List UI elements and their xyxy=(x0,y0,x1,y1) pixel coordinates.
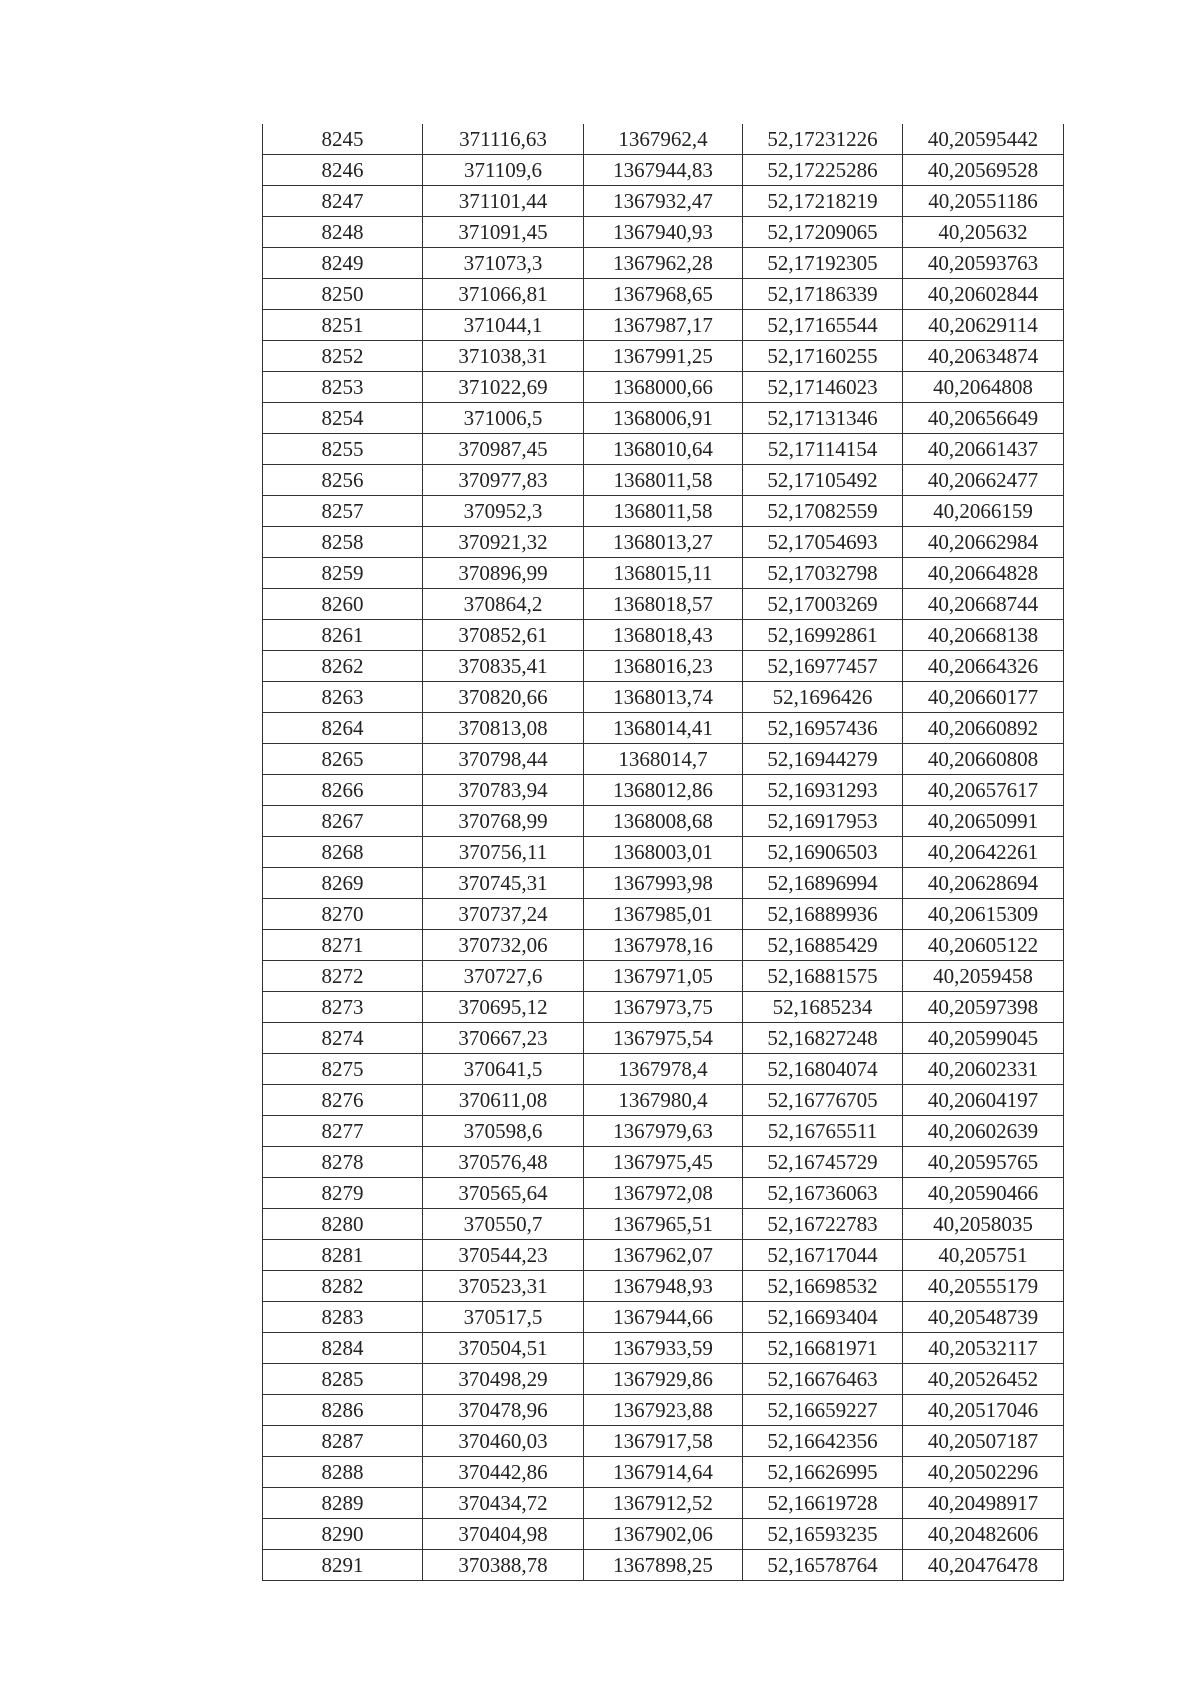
longitude-cell: 40,20517046 xyxy=(903,1395,1064,1426)
y-coordinate-cell: 1368014,7 xyxy=(584,744,743,775)
x-coordinate-cell: 370498,29 xyxy=(423,1364,584,1395)
longitude-cell: 40,20597398 xyxy=(903,992,1064,1023)
point-number-cell: 8251 xyxy=(263,310,423,341)
x-coordinate-cell: 371006,5 xyxy=(423,403,584,434)
latitude-cell: 52,17146023 xyxy=(743,372,903,403)
x-coordinate-cell: 370732,06 xyxy=(423,930,584,961)
longitude-cell: 40,20662477 xyxy=(903,465,1064,496)
latitude-cell: 52,16992861 xyxy=(743,620,903,651)
point-number-cell: 8257 xyxy=(263,496,423,527)
table-row xyxy=(263,1426,1064,1457)
x-coordinate-cell: 370695,12 xyxy=(423,992,584,1023)
longitude-cell: 40,2058035 xyxy=(903,1209,1064,1240)
coordinate-table-body xyxy=(263,124,1064,1581)
point-number-cell: 8277 xyxy=(263,1116,423,1147)
longitude-cell: 40,20602844 xyxy=(903,279,1064,310)
point-number-cell: 8291 xyxy=(263,1550,423,1581)
latitude-cell: 52,16931293 xyxy=(743,775,903,806)
point-number-cell: 8272 xyxy=(263,961,423,992)
x-coordinate-cell: 370523,31 xyxy=(423,1271,584,1302)
table-row xyxy=(263,124,1064,155)
x-coordinate-cell: 370611,08 xyxy=(423,1085,584,1116)
table-row xyxy=(263,1023,1064,1054)
latitude-cell: 52,16578764 xyxy=(743,1550,903,1581)
x-coordinate-cell: 370852,61 xyxy=(423,620,584,651)
table-row xyxy=(263,806,1064,837)
latitude-cell: 52,16896994 xyxy=(743,868,903,899)
y-coordinate-cell: 1367962,4 xyxy=(584,124,743,155)
point-number-cell: 8286 xyxy=(263,1395,423,1426)
latitude-cell: 52,16745729 xyxy=(743,1147,903,1178)
point-number-cell: 8256 xyxy=(263,465,423,496)
y-coordinate-cell: 1367978,4 xyxy=(584,1054,743,1085)
latitude-cell: 52,16736063 xyxy=(743,1178,903,1209)
table-row xyxy=(263,558,1064,589)
point-number-cell: 8287 xyxy=(263,1426,423,1457)
y-coordinate-cell: 1367932,47 xyxy=(584,186,743,217)
latitude-cell: 52,17231226 xyxy=(743,124,903,155)
table-row xyxy=(263,744,1064,775)
x-coordinate-cell: 371066,81 xyxy=(423,279,584,310)
point-number-cell: 8262 xyxy=(263,651,423,682)
longitude-cell: 40,20662984 xyxy=(903,527,1064,558)
table-row xyxy=(263,186,1064,217)
latitude-cell: 52,16642356 xyxy=(743,1426,903,1457)
table-row xyxy=(263,434,1064,465)
point-number-cell: 8260 xyxy=(263,589,423,620)
latitude-cell: 52,17105492 xyxy=(743,465,903,496)
longitude-cell: 40,20660177 xyxy=(903,682,1064,713)
x-coordinate-cell: 370727,6 xyxy=(423,961,584,992)
latitude-cell: 52,16659227 xyxy=(743,1395,903,1426)
latitude-cell: 52,16906503 xyxy=(743,837,903,868)
table-row xyxy=(263,589,1064,620)
y-coordinate-cell: 1367917,58 xyxy=(584,1426,743,1457)
y-coordinate-cell: 1368003,01 xyxy=(584,837,743,868)
longitude-cell: 40,2066159 xyxy=(903,496,1064,527)
x-coordinate-cell: 370565,64 xyxy=(423,1178,584,1209)
longitude-cell: 40,20593763 xyxy=(903,248,1064,279)
latitude-cell: 52,16885429 xyxy=(743,930,903,961)
x-coordinate-cell: 370921,32 xyxy=(423,527,584,558)
x-coordinate-cell: 370388,78 xyxy=(423,1550,584,1581)
longitude-cell: 40,20595442 xyxy=(903,124,1064,155)
y-coordinate-cell: 1367962,28 xyxy=(584,248,743,279)
table-row xyxy=(263,682,1064,713)
latitude-cell: 52,16881575 xyxy=(743,961,903,992)
longitude-cell: 40,20599045 xyxy=(903,1023,1064,1054)
longitude-cell: 40,205751 xyxy=(903,1240,1064,1271)
latitude-cell: 52,16626995 xyxy=(743,1457,903,1488)
x-coordinate-cell: 370896,99 xyxy=(423,558,584,589)
y-coordinate-cell: 1368000,66 xyxy=(584,372,743,403)
longitude-cell: 40,20668744 xyxy=(903,589,1064,620)
point-number-cell: 8249 xyxy=(263,248,423,279)
point-number-cell: 8281 xyxy=(263,1240,423,1271)
x-coordinate-cell: 371038,31 xyxy=(423,341,584,372)
table-row xyxy=(263,651,1064,682)
table-row xyxy=(263,868,1064,899)
latitude-cell: 52,17082559 xyxy=(743,496,903,527)
table-row xyxy=(263,248,1064,279)
latitude-cell: 52,16722783 xyxy=(743,1209,903,1240)
y-coordinate-cell: 1368016,23 xyxy=(584,651,743,682)
latitude-cell: 52,17209065 xyxy=(743,217,903,248)
table-row xyxy=(263,1364,1064,1395)
latitude-cell: 52,1696426 xyxy=(743,682,903,713)
y-coordinate-cell: 1367940,93 xyxy=(584,217,743,248)
y-coordinate-cell: 1367902,06 xyxy=(584,1519,743,1550)
point-number-cell: 8290 xyxy=(263,1519,423,1550)
point-number-cell: 8268 xyxy=(263,837,423,868)
table-row xyxy=(263,992,1064,1023)
table-row xyxy=(263,961,1064,992)
longitude-cell: 40,205632 xyxy=(903,217,1064,248)
table-row xyxy=(263,1302,1064,1333)
x-coordinate-cell: 370798,44 xyxy=(423,744,584,775)
y-coordinate-cell: 1368011,58 xyxy=(584,496,743,527)
latitude-cell: 52,17165544 xyxy=(743,310,903,341)
point-number-cell: 8259 xyxy=(263,558,423,589)
y-coordinate-cell: 1367993,98 xyxy=(584,868,743,899)
longitude-cell: 40,20604197 xyxy=(903,1085,1064,1116)
longitude-cell: 40,20498917 xyxy=(903,1488,1064,1519)
point-number-cell: 8274 xyxy=(263,1023,423,1054)
table-row xyxy=(263,1147,1064,1178)
latitude-cell: 52,16977457 xyxy=(743,651,903,682)
point-number-cell: 8258 xyxy=(263,527,423,558)
y-coordinate-cell: 1368014,41 xyxy=(584,713,743,744)
latitude-cell: 52,16917953 xyxy=(743,806,903,837)
longitude-cell: 40,20642261 xyxy=(903,837,1064,868)
x-coordinate-cell: 370504,51 xyxy=(423,1333,584,1364)
latitude-cell: 52,16619728 xyxy=(743,1488,903,1519)
longitude-cell: 40,20605122 xyxy=(903,930,1064,961)
y-coordinate-cell: 1367975,45 xyxy=(584,1147,743,1178)
point-number-cell: 8284 xyxy=(263,1333,423,1364)
table-row xyxy=(263,1333,1064,1364)
point-number-cell: 8273 xyxy=(263,992,423,1023)
longitude-cell: 40,20634874 xyxy=(903,341,1064,372)
y-coordinate-cell: 1367971,05 xyxy=(584,961,743,992)
latitude-cell: 52,17114154 xyxy=(743,434,903,465)
y-coordinate-cell: 1367968,65 xyxy=(584,279,743,310)
table-row xyxy=(263,1240,1064,1271)
longitude-cell: 40,20502296 xyxy=(903,1457,1064,1488)
x-coordinate-cell: 370820,66 xyxy=(423,682,584,713)
latitude-cell: 52,16957436 xyxy=(743,713,903,744)
y-coordinate-cell: 1367979,63 xyxy=(584,1116,743,1147)
table-row xyxy=(263,930,1064,961)
latitude-cell: 52,16693404 xyxy=(743,1302,903,1333)
x-coordinate-cell: 371044,1 xyxy=(423,310,584,341)
table-row xyxy=(263,1116,1064,1147)
longitude-cell: 40,20656649 xyxy=(903,403,1064,434)
y-coordinate-cell: 1367972,08 xyxy=(584,1178,743,1209)
x-coordinate-cell: 370550,7 xyxy=(423,1209,584,1240)
y-coordinate-cell: 1367975,54 xyxy=(584,1023,743,1054)
x-coordinate-cell: 370756,11 xyxy=(423,837,584,868)
point-number-cell: 8253 xyxy=(263,372,423,403)
point-number-cell: 8263 xyxy=(263,682,423,713)
table-row xyxy=(263,217,1064,248)
latitude-cell: 52,16681971 xyxy=(743,1333,903,1364)
x-coordinate-cell: 370544,23 xyxy=(423,1240,584,1271)
point-number-cell: 8289 xyxy=(263,1488,423,1519)
point-number-cell: 8247 xyxy=(263,186,423,217)
latitude-cell: 52,16889936 xyxy=(743,899,903,930)
x-coordinate-cell: 370434,72 xyxy=(423,1488,584,1519)
table-row xyxy=(263,899,1064,930)
longitude-cell: 40,20660892 xyxy=(903,713,1064,744)
table-row xyxy=(263,279,1064,310)
longitude-cell: 40,20615309 xyxy=(903,899,1064,930)
latitude-cell: 52,17225286 xyxy=(743,155,903,186)
table-row xyxy=(263,1209,1064,1240)
table-row xyxy=(263,341,1064,372)
longitude-cell: 40,20628694 xyxy=(903,868,1064,899)
point-number-cell: 8250 xyxy=(263,279,423,310)
longitude-cell: 40,20548739 xyxy=(903,1302,1064,1333)
longitude-cell: 40,20660808 xyxy=(903,744,1064,775)
table-row xyxy=(263,775,1064,806)
y-coordinate-cell: 1368018,57 xyxy=(584,589,743,620)
x-coordinate-cell: 371116,63 xyxy=(423,124,584,155)
longitude-cell: 40,20602331 xyxy=(903,1054,1064,1085)
x-coordinate-cell: 370576,48 xyxy=(423,1147,584,1178)
x-coordinate-cell: 370745,31 xyxy=(423,868,584,899)
latitude-cell: 52,17192305 xyxy=(743,248,903,279)
table-row xyxy=(263,1488,1064,1519)
latitude-cell: 52,17054693 xyxy=(743,527,903,558)
y-coordinate-cell: 1368013,74 xyxy=(584,682,743,713)
longitude-cell: 40,20590466 xyxy=(903,1178,1064,1209)
latitude-cell: 52,16776705 xyxy=(743,1085,903,1116)
y-coordinate-cell: 1367985,01 xyxy=(584,899,743,930)
table-row xyxy=(263,1054,1064,1085)
table-row xyxy=(263,1271,1064,1302)
x-coordinate-cell: 370641,5 xyxy=(423,1054,584,1085)
point-number-cell: 8270 xyxy=(263,899,423,930)
table-row xyxy=(263,403,1064,434)
longitude-cell: 40,20526452 xyxy=(903,1364,1064,1395)
longitude-cell: 40,20650991 xyxy=(903,806,1064,837)
y-coordinate-cell: 1368008,68 xyxy=(584,806,743,837)
point-number-cell: 8282 xyxy=(263,1271,423,1302)
longitude-cell: 40,20507187 xyxy=(903,1426,1064,1457)
y-coordinate-cell: 1367944,83 xyxy=(584,155,743,186)
x-coordinate-cell: 370952,3 xyxy=(423,496,584,527)
x-coordinate-cell: 371091,45 xyxy=(423,217,584,248)
table-row xyxy=(263,1395,1064,1426)
table-row xyxy=(263,496,1064,527)
latitude-cell: 52,16593235 xyxy=(743,1519,903,1550)
x-coordinate-cell: 370737,24 xyxy=(423,899,584,930)
point-number-cell: 8245 xyxy=(263,124,423,155)
point-number-cell: 8252 xyxy=(263,341,423,372)
latitude-cell: 52,16717044 xyxy=(743,1240,903,1271)
point-number-cell: 8275 xyxy=(263,1054,423,1085)
longitude-cell: 40,20482606 xyxy=(903,1519,1064,1550)
latitude-cell: 52,16698532 xyxy=(743,1271,903,1302)
longitude-cell: 40,20595765 xyxy=(903,1147,1064,1178)
x-coordinate-cell: 371073,3 xyxy=(423,248,584,279)
point-number-cell: 8248 xyxy=(263,217,423,248)
longitude-cell: 40,20476478 xyxy=(903,1550,1064,1581)
x-coordinate-cell: 370864,2 xyxy=(423,589,584,620)
table-row xyxy=(263,1550,1064,1581)
latitude-cell: 52,16676463 xyxy=(743,1364,903,1395)
table-row xyxy=(263,155,1064,186)
y-coordinate-cell: 1367978,16 xyxy=(584,930,743,961)
longitude-cell: 40,20661437 xyxy=(903,434,1064,465)
longitude-cell: 40,20664326 xyxy=(903,651,1064,682)
table-row xyxy=(263,1519,1064,1550)
table-row xyxy=(263,713,1064,744)
longitude-cell: 40,20668138 xyxy=(903,620,1064,651)
table-row xyxy=(263,310,1064,341)
y-coordinate-cell: 1368015,11 xyxy=(584,558,743,589)
point-number-cell: 8254 xyxy=(263,403,423,434)
table-row xyxy=(263,837,1064,868)
longitude-cell: 40,2059458 xyxy=(903,961,1064,992)
latitude-cell: 52,17218219 xyxy=(743,186,903,217)
latitude-cell: 52,17131346 xyxy=(743,403,903,434)
y-coordinate-cell: 1367991,25 xyxy=(584,341,743,372)
y-coordinate-cell: 1367923,88 xyxy=(584,1395,743,1426)
longitude-cell: 40,20555179 xyxy=(903,1271,1064,1302)
table-row xyxy=(263,527,1064,558)
y-coordinate-cell: 1367973,75 xyxy=(584,992,743,1023)
point-number-cell: 8264 xyxy=(263,713,423,744)
longitude-cell: 40,20569528 xyxy=(903,155,1064,186)
point-number-cell: 8266 xyxy=(263,775,423,806)
y-coordinate-cell: 1367965,51 xyxy=(584,1209,743,1240)
y-coordinate-cell: 1368011,58 xyxy=(584,465,743,496)
x-coordinate-cell: 370598,6 xyxy=(423,1116,584,1147)
point-number-cell: 8261 xyxy=(263,620,423,651)
longitude-cell: 40,2064808 xyxy=(903,372,1064,403)
point-number-cell: 8279 xyxy=(263,1178,423,1209)
latitude-cell: 52,16804074 xyxy=(743,1054,903,1085)
x-coordinate-cell: 370835,41 xyxy=(423,651,584,682)
point-number-cell: 8271 xyxy=(263,930,423,961)
table-row xyxy=(263,1457,1064,1488)
y-coordinate-cell: 1367987,17 xyxy=(584,310,743,341)
latitude-cell: 52,16827248 xyxy=(743,1023,903,1054)
y-coordinate-cell: 1367898,25 xyxy=(584,1550,743,1581)
x-coordinate-cell: 370987,45 xyxy=(423,434,584,465)
x-coordinate-cell: 370768,99 xyxy=(423,806,584,837)
point-number-cell: 8288 xyxy=(263,1457,423,1488)
y-coordinate-cell: 1368018,43 xyxy=(584,620,743,651)
x-coordinate-cell: 370442,86 xyxy=(423,1457,584,1488)
point-number-cell: 8276 xyxy=(263,1085,423,1116)
table-row xyxy=(263,465,1064,496)
longitude-cell: 40,20602639 xyxy=(903,1116,1064,1147)
x-coordinate-cell: 370667,23 xyxy=(423,1023,584,1054)
y-coordinate-cell: 1368013,27 xyxy=(584,527,743,558)
x-coordinate-cell: 370813,08 xyxy=(423,713,584,744)
x-coordinate-cell: 370404,98 xyxy=(423,1519,584,1550)
latitude-cell: 52,17032798 xyxy=(743,558,903,589)
point-number-cell: 8278 xyxy=(263,1147,423,1178)
point-number-cell: 8285 xyxy=(263,1364,423,1395)
y-coordinate-cell: 1367929,86 xyxy=(584,1364,743,1395)
table-row xyxy=(263,1085,1064,1116)
latitude-cell: 52,17160255 xyxy=(743,341,903,372)
y-coordinate-cell: 1367944,66 xyxy=(584,1302,743,1333)
y-coordinate-cell: 1368006,91 xyxy=(584,403,743,434)
longitude-cell: 40,20532117 xyxy=(903,1333,1064,1364)
longitude-cell: 40,20664828 xyxy=(903,558,1064,589)
x-coordinate-cell: 371109,6 xyxy=(423,155,584,186)
y-coordinate-cell: 1367962,07 xyxy=(584,1240,743,1271)
longitude-cell: 40,20657617 xyxy=(903,775,1064,806)
longitude-cell: 40,20629114 xyxy=(903,310,1064,341)
latitude-cell: 52,16765511 xyxy=(743,1116,903,1147)
point-number-cell: 8280 xyxy=(263,1209,423,1240)
point-number-cell: 8265 xyxy=(263,744,423,775)
x-coordinate-cell: 370517,5 xyxy=(423,1302,584,1333)
table-row xyxy=(263,1178,1064,1209)
x-coordinate-cell: 370783,94 xyxy=(423,775,584,806)
point-number-cell: 8269 xyxy=(263,868,423,899)
y-coordinate-cell: 1368010,64 xyxy=(584,434,743,465)
table-row xyxy=(263,620,1064,651)
point-number-cell: 8246 xyxy=(263,155,423,186)
y-coordinate-cell: 1367948,93 xyxy=(584,1271,743,1302)
point-number-cell: 8255 xyxy=(263,434,423,465)
longitude-cell: 40,20551186 xyxy=(903,186,1064,217)
latitude-cell: 52,16944279 xyxy=(743,744,903,775)
x-coordinate-cell: 371022,69 xyxy=(423,372,584,403)
y-coordinate-cell: 1367914,64 xyxy=(584,1457,743,1488)
y-coordinate-cell: 1367933,59 xyxy=(584,1333,743,1364)
y-coordinate-cell: 1367980,4 xyxy=(584,1085,743,1116)
x-coordinate-cell: 371101,44 xyxy=(423,186,584,217)
latitude-cell: 52,17186339 xyxy=(743,279,903,310)
coordinate-table xyxy=(262,124,1064,1581)
table-row xyxy=(263,372,1064,403)
x-coordinate-cell: 370977,83 xyxy=(423,465,584,496)
y-coordinate-cell: 1367912,52 xyxy=(584,1488,743,1519)
point-number-cell: 8283 xyxy=(263,1302,423,1333)
latitude-cell: 52,17003269 xyxy=(743,589,903,620)
y-coordinate-cell: 1368012,86 xyxy=(584,775,743,806)
x-coordinate-cell: 370460,03 xyxy=(423,1426,584,1457)
x-coordinate-cell: 370478,96 xyxy=(423,1395,584,1426)
latitude-cell: 52,1685234 xyxy=(743,992,903,1023)
point-number-cell: 8267 xyxy=(263,806,423,837)
